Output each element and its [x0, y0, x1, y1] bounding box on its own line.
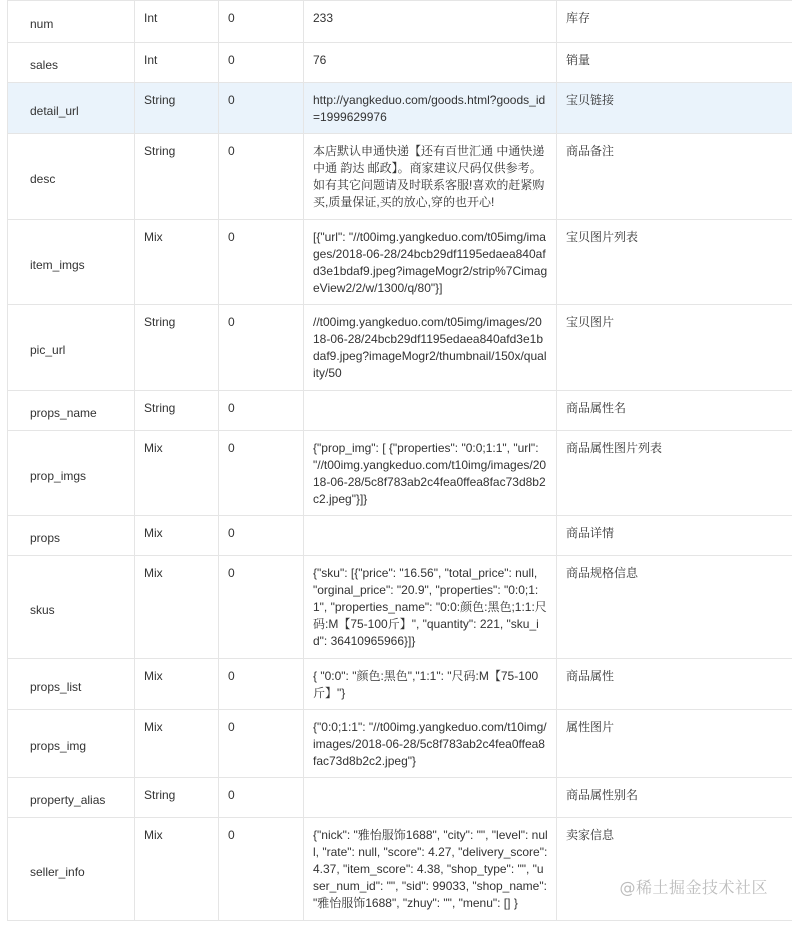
field-name-cell: props_list: [8, 659, 135, 710]
field-type-cell: Mix: [135, 818, 219, 921]
field-required-cell: 0: [219, 556, 304, 659]
table-row: [8, 710, 792, 778]
field-example-cell: [{"url": "//t00img.yangkeduo.com/t05img/images/2018-06-28/24bcb29df1195edaea840afd3e1bdaf9.jpeg?imageMogr2/strip%7CimageView2/2/w/1300/q/80"}]: [304, 220, 557, 305]
field-desc-cell: 商品属性名: [557, 391, 792, 431]
field-desc-cell: 宝贝图片: [557, 305, 792, 391]
field-required-cell: 0: [219, 134, 304, 220]
field-type-cell: Mix: [135, 556, 219, 659]
field-required-cell: 0: [219, 83, 304, 134]
field-type-cell: Mix: [135, 516, 219, 556]
field-type-cell: Mix: [135, 431, 219, 516]
field-desc-cell: 商品规格信息: [557, 556, 792, 659]
field-name-cell: item_imgs: [8, 220, 135, 305]
field-type-cell: Mix: [135, 220, 219, 305]
field-desc-cell: 宝贝图片列表: [557, 220, 792, 305]
field-required-cell: 0: [219, 391, 304, 431]
field-type-cell: Int: [135, 43, 219, 83]
api-field-table: [7, 0, 792, 921]
field-required-cell: 0: [219, 431, 304, 516]
field-name-cell: prop_imgs: [8, 431, 135, 516]
field-example-cell: {"sku": [{"price": "16.56", "total_price": null, "orginal_price": "20.9", "properties": "0:0;1:1", "properties_name": "0:0:颜色:黑色;1:1:尺码:M【75-100斤】", "quantity": 221, "sku_id": 36410965966}]}: [304, 556, 557, 659]
field-required-cell: 0: [219, 659, 304, 710]
field-example-cell: [304, 391, 557, 431]
field-required-cell: 0: [219, 710, 304, 778]
field-example-cell: http://yangkeduo.com/goods.html?goods_id=1999629976: [304, 83, 557, 134]
field-desc-cell: 商品属性图片列表: [557, 431, 792, 516]
field-desc-cell: 商品属性: [557, 659, 792, 710]
table-row: [8, 391, 792, 431]
table-row: [8, 220, 792, 305]
field-required-cell: 0: [219, 1, 304, 43]
field-desc-cell: 属性图片: [557, 710, 792, 778]
field-type-cell: String: [135, 134, 219, 220]
field-desc-cell: 卖家信息: [557, 818, 792, 921]
field-type-cell: Int: [135, 1, 219, 43]
table-row: [8, 43, 792, 83]
field-example-cell: 本店默认申通快递【还有百世汇通 中通快递 中通 韵达 邮政】。商家建议尺码仅供参考。如有其它问题请及时联系客服!喜欢的赶紧购买,质量保证,买的放心,穿的也开心!: [304, 134, 557, 220]
table-row-highlighted: [8, 83, 792, 134]
field-desc-cell: 库存: [557, 1, 792, 43]
field-required-cell: 0: [219, 778, 304, 818]
field-type-cell: Mix: [135, 659, 219, 710]
field-desc-cell: 商品备注: [557, 134, 792, 220]
table-row: [8, 556, 792, 659]
field-name-cell: pic_url: [8, 305, 135, 391]
field-name-cell: skus: [8, 556, 135, 659]
field-type-cell: Mix: [135, 710, 219, 778]
field-example-cell: { "0:0": "颜色:黑色","1:1": "尺码:M【75-100斤】"}: [304, 659, 557, 710]
table-row: [8, 1, 792, 43]
table-body: [8, 1, 792, 921]
field-name-cell: sales: [8, 43, 135, 83]
field-desc-cell: 宝贝链接: [557, 83, 792, 134]
field-example-cell: {"0:0;1:1": "//t00img.yangkeduo.com/t10img/images/2018-06-28/5c8f783ab2c4fea0ffea8fac73d8b2c2.jpeg"}: [304, 710, 557, 778]
field-example-cell: //t00img.yangkeduo.com/t05img/images/2018-06-28/24bcb29df1195edaea840afd3e1bdaf9.jpeg?imageMogr2/thumbnail/150x/quality/50: [304, 305, 557, 391]
field-required-cell: 0: [219, 220, 304, 305]
field-desc-cell: 销量: [557, 43, 792, 83]
table-row: [8, 134, 792, 220]
field-example-cell: 233: [304, 1, 557, 43]
field-example-cell: 76: [304, 43, 557, 83]
field-type-cell: String: [135, 778, 219, 818]
table-row: [8, 516, 792, 556]
field-name-cell: props_img: [8, 710, 135, 778]
watermark-text: @稀土掘金技术社区: [619, 878, 768, 897]
field-name-cell: seller_info: [8, 818, 135, 921]
table-row: [8, 659, 792, 710]
field-type-cell: String: [135, 83, 219, 134]
field-required-cell: 0: [219, 43, 304, 83]
field-name-cell: props_name: [8, 391, 135, 431]
field-example-cell: {"nick": "雅怡服饰1688", "city": "", "level": null, "rate": null, "score": 4.27, "delivery_score": 4.37, "item_score": 4.38, "shop_type": "", "user_num_id": "", "sid": 99033, "shop_name": "雅怡服饰1688", "zhuy": "", "menu": [] }: [304, 818, 557, 921]
field-type-cell: String: [135, 391, 219, 431]
field-example-cell: [304, 778, 557, 818]
field-example-cell: {"prop_img": [ {"properties": "0:0;1:1", "url": "//t00img.yangkeduo.com/t10img/images/2018-06-28/5c8f783ab2c4fea0ffea8fac73d8b2c2.jpeg"}]}: [304, 431, 557, 516]
field-desc-cell: 商品属性别名: [557, 778, 792, 818]
field-type-cell: String: [135, 305, 219, 391]
field-required-cell: 0: [219, 516, 304, 556]
field-name-cell: property_alias: [8, 778, 135, 818]
field-name-cell: num: [8, 1, 135, 43]
table-row: [8, 818, 792, 921]
field-required-cell: 0: [219, 305, 304, 391]
table-row: [8, 778, 792, 818]
field-example-cell: [304, 516, 557, 556]
field-name-cell: props: [8, 516, 135, 556]
field-required-cell: 0: [219, 818, 304, 921]
field-name-cell: detail_url: [8, 83, 135, 134]
table-row: [8, 431, 792, 516]
field-name-cell: desc: [8, 134, 135, 220]
table-row: [8, 305, 792, 391]
field-desc-cell: 商品详情: [557, 516, 792, 556]
